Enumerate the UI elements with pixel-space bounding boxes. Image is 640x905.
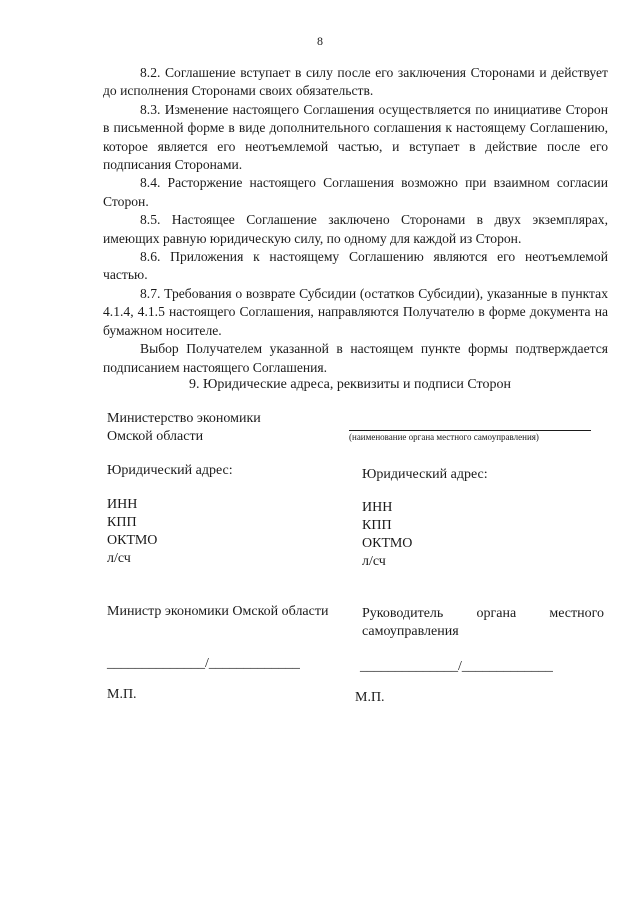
paragraph-8-5: 8.5. Настоящее Соглашение заключено Сторонами в двух экземплярах, имеющих равную юридическую силу, по одному для каждой из Сторон.	[103, 212, 608, 246]
left-party-name-line2: Омской области	[107, 429, 204, 444]
page-number: 8	[317, 34, 323, 48]
left-seal: М.П.	[107, 687, 137, 702]
right-address-label: Юридический адрес:	[362, 467, 488, 482]
left-account: л/сч	[107, 551, 131, 566]
right-kpp: КПП	[362, 518, 392, 533]
left-requisites	[107, 496, 157, 568]
right-party-name-rule	[349, 430, 591, 431]
left-party-name-line1: Министерство экономики	[107, 411, 261, 426]
paragraph-8-3: 8.3. Изменение настоящего Соглашения осуществляется по инициативе Сторон в письменной форме в виде дополнительного соглашения к настоящему Соглашению, которое является его неотъемлемой частью, и вступает в действие после его подписания Сторонами.	[103, 101, 608, 173]
right-inn: ИНН	[362, 500, 393, 515]
right-party-name-caption: (наименование органа местного самоуправления)	[349, 432, 539, 442]
left-kpp: КПП	[107, 515, 137, 530]
left-party-name	[107, 410, 261, 446]
right-signature-line: ______________/_____________	[360, 659, 553, 674]
paragraph-form-choice: Выбор Получателем указанной в настоящем пункте формы подтверждается подписанием настоящего Соглашения.	[103, 341, 608, 375]
left-signatory: Министр экономики Омской области	[107, 604, 329, 619]
right-requisites	[362, 499, 412, 571]
right-seal: М.П.	[355, 690, 385, 705]
right-oktmo: ОКТМО	[362, 536, 413, 551]
paragraph-8-2: 8.2. Соглашение вступает в силу после его заключения Сторонами и действует до исполнения Сторонами своих обязательств.	[103, 65, 608, 99]
agreement-terms	[103, 64, 608, 377]
paragraph-8-6: 8.6. Приложения к настоящему Соглашению являются его неотъемлемой частью.	[103, 249, 608, 283]
right-signatory: Руководитель органа местного самоуправления	[362, 606, 604, 639]
left-signature-line: ______________/_____________	[107, 656, 300, 671]
paragraph-8-4: 8.4. Расторжение настоящего Соглашения возможно при взаимном согласии Сторон.	[103, 175, 608, 209]
right-account: л/сч	[362, 554, 386, 569]
left-inn: ИНН	[107, 497, 138, 512]
left-address-label: Юридический адрес:	[107, 463, 233, 478]
paragraph-8-7: 8.7. Требования о возврате Субсидии (остатков Субсидии), указанные в пунктах 4.1.4, 4.1.5 настоящего Соглашения, направляются Получателю в форме документа на бумажном носителе.	[103, 285, 608, 338]
section-title: 9. Юридические адреса, реквизиты и подписи Сторон	[189, 377, 511, 392]
left-oktmo: ОКТМО	[107, 533, 158, 548]
